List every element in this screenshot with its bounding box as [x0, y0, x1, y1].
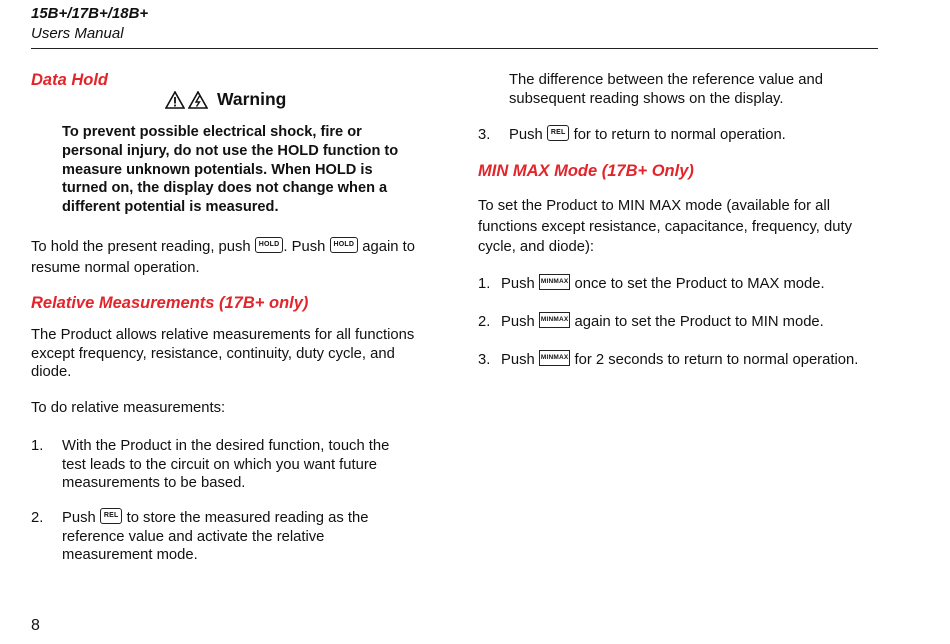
- minmax-step3-push: Push: [501, 352, 535, 368]
- minmax-step2-push: Push: [501, 314, 535, 330]
- step2-rest: to store the measured reading as the reference value and activate the relative measurement mode.: [62, 510, 369, 563]
- relative-intro: The Product allows relative measurements for all functions except frequency, resistance, continuity, duty cycle, and diode.: [31, 327, 415, 380]
- list-text: [62, 509, 412, 565]
- list-text: [501, 313, 824, 332]
- step3-push: Push: [509, 127, 543, 143]
- warning-title: Warning: [217, 89, 287, 109]
- hold-instructions: [31, 237, 431, 278]
- warning-heading: [165, 89, 286, 110]
- list-number: 1.: [31, 438, 44, 454]
- section-title-data-hold: Data Hold: [31, 71, 109, 89]
- warning-text: To prevent possible electrical shock, fire or personal injury, do not use the HOLD function to measure unknown potentials. When HOLD is turned on, the display does not change when a different potential is measured.: [62, 124, 399, 216]
- minmax-step2-rest: again to set the Product to MIN mode.: [574, 314, 824, 330]
- list-number: 3.: [478, 352, 491, 368]
- minmax-key-icon: MINMAX: [539, 312, 571, 328]
- hold-text-1: To hold the present reading, push: [31, 239, 251, 255]
- hold-key-icon: HOLD: [330, 237, 359, 253]
- minmax-step1-rest: once to set the Product to MAX mode.: [574, 276, 825, 292]
- header-manual-title: Users Manual: [31, 25, 124, 42]
- rel-key-icon: REL: [547, 125, 570, 141]
- list-text: [501, 275, 825, 294]
- hold-text-3: again to resume normal operation.: [31, 239, 415, 276]
- minmax-key-icon: MINMAX: [539, 274, 571, 290]
- page-number: 8: [31, 617, 40, 634]
- list-number: 2.: [478, 314, 491, 330]
- hold-text-2: . Push: [283, 239, 326, 255]
- warning-triangle-icon: [165, 91, 185, 109]
- list-text: With the Product in the desired function, touch the test leads to the circuit on which you want future measurements to be based.: [62, 438, 390, 491]
- hold-key-icon: HOLD: [255, 237, 284, 253]
- relative-todo: To do relative measurements:: [31, 400, 226, 416]
- relative-continued: The difference between the reference value and subsequent reading shows on the display.: [509, 72, 823, 107]
- list-number: 1.: [478, 276, 491, 292]
- step3-rest: for to return to normal operation.: [573, 127, 786, 143]
- section-title-relative: Relative Measurements (17B+ only): [31, 294, 309, 312]
- minmax-key-icon: MINMAX: [539, 350, 571, 366]
- header-model: 15B+/17B+/18B+: [31, 5, 149, 22]
- electric-shock-icon: [188, 91, 208, 109]
- header-divider: [31, 48, 878, 49]
- rel-key-icon: REL: [100, 508, 123, 524]
- step2-push: Push: [62, 510, 96, 526]
- section-title-minmax: MIN MAX Mode (17B+ Only): [478, 162, 694, 180]
- minmax-step1-push: Push: [501, 276, 535, 292]
- list-text: [509, 126, 786, 145]
- list-number: 2.: [31, 510, 44, 526]
- list-text: [501, 351, 858, 370]
- minmax-intro: To set the Product to MIN MAX mode (available for all functions except resistance, capacitance, frequency, duty cycle, and diode):: [478, 198, 852, 255]
- list-number: 3.: [478, 127, 491, 143]
- minmax-step3-rest: for 2 seconds to return to normal operation.: [574, 352, 859, 368]
